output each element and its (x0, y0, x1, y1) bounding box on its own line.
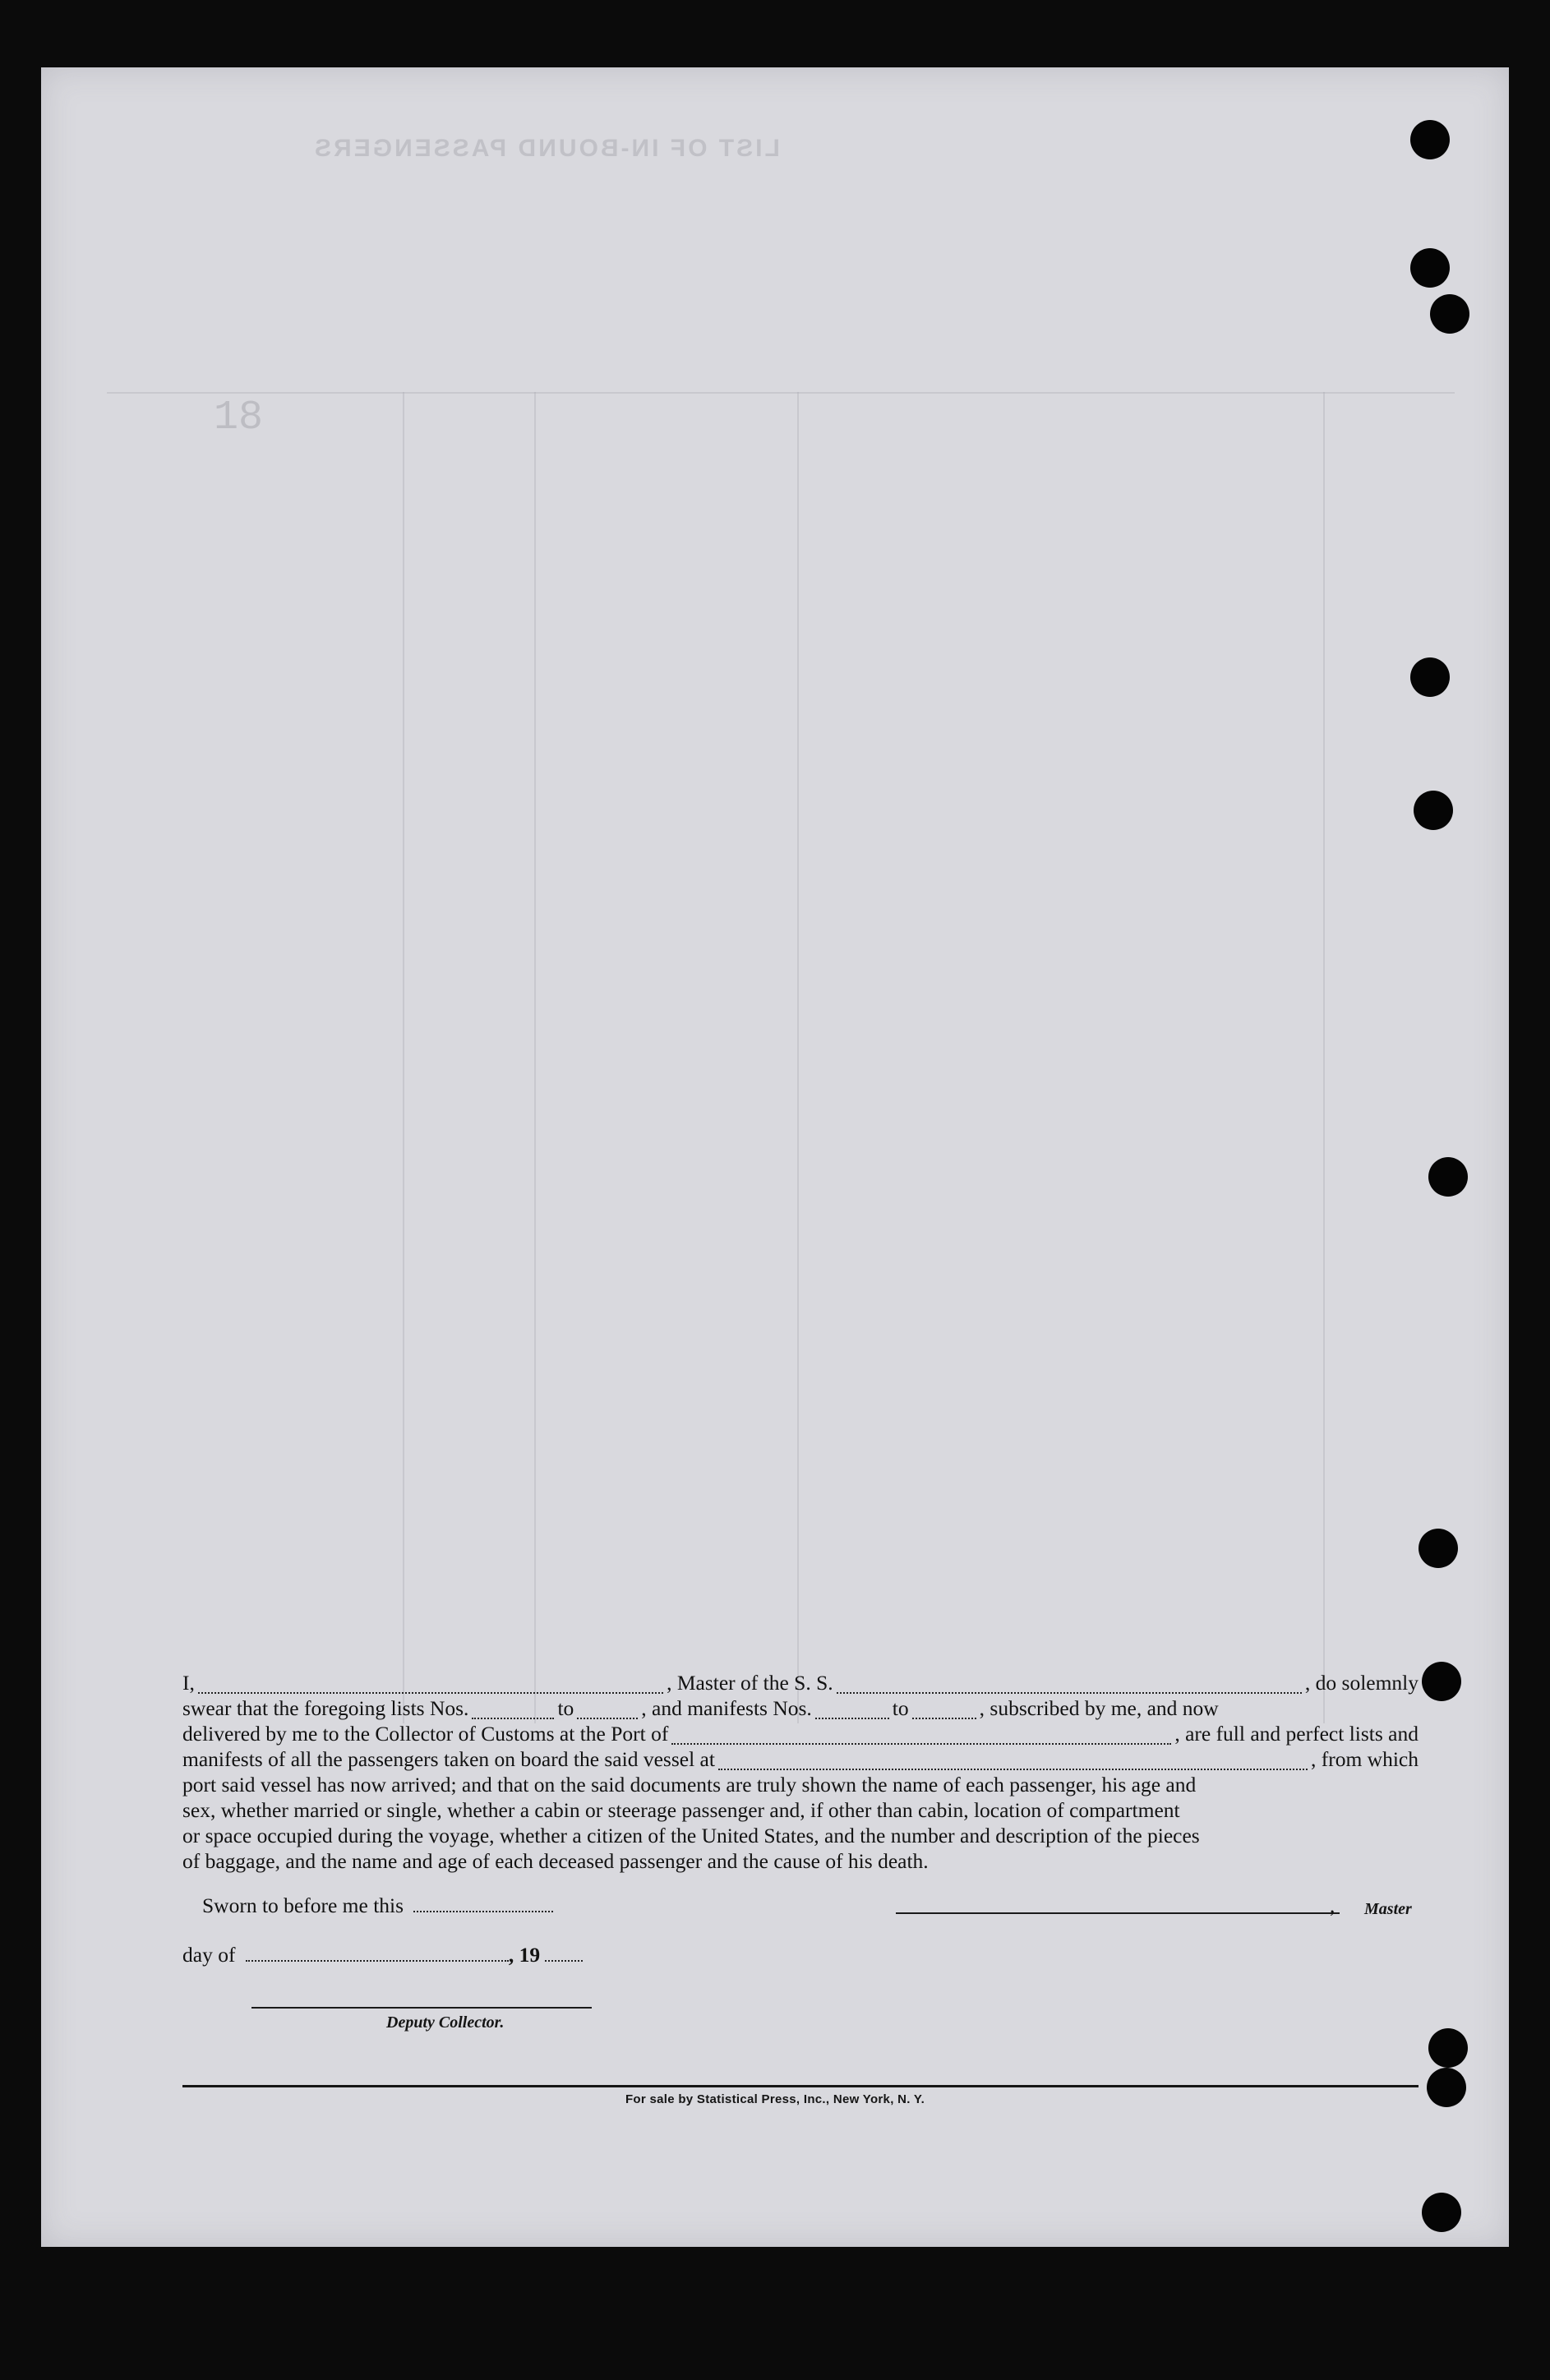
blank-list-from (472, 1701, 554, 1719)
oath-text: , are full and perfect lists and (1174, 1722, 1419, 1746)
oath-text: , from which (1310, 1747, 1419, 1771)
deputy-label: Deputy Collector. (386, 2013, 505, 2032)
master-signature-line (896, 1912, 1340, 1914)
punch-hole (1422, 1662, 1461, 1701)
oath-text: , subscribed by me, and now (979, 1696, 1219, 1720)
blank-manifest-from (815, 1701, 889, 1719)
deputy-signature-line (251, 2007, 592, 2009)
blank-departure-port (718, 1752, 1308, 1770)
footer-rule (182, 2085, 1419, 2087)
oath-text: port said vessel has now arrived; and that on the said documents are truly shown the name of each passenger, his age and (182, 1773, 1197, 1797)
blank-manifest-to (912, 1701, 976, 1719)
bleed-through-header: LIST OF IN-BOUND PASSENGERS (312, 135, 780, 162)
year-prefix: , 19 (508, 1943, 541, 1967)
blank-master-name (198, 1676, 663, 1694)
punch-hole (1427, 2068, 1466, 2107)
oath-text: , do solemnly (1304, 1671, 1419, 1695)
punch-hole (1422, 2193, 1461, 2232)
oath-text: delivered by me to the Collector of Customs at the Port of (182, 1722, 669, 1746)
oath-text: I, (182, 1671, 195, 1695)
punch-hole (1410, 248, 1450, 288)
sworn-line (202, 1893, 553, 1918)
publisher-imprint: For sale by Statistical Press, Inc., New York, N. Y. (625, 2092, 925, 2106)
blank-month (246, 1944, 509, 1962)
oath-text: , Master of the S. S. (667, 1671, 833, 1695)
bleed-through-column (797, 392, 799, 1723)
oath-text: of baggage, and the name and age of each deceased passenger and the cause of his death. (182, 1849, 929, 1873)
oath-text: or space occupied during the voyage, whether a citizen of the United States, and the number and description of the pieces (182, 1824, 1200, 1847)
bleed-through-number: 18 (214, 394, 264, 441)
oath-text: sex, whether married or single, whether a cabin or steerage passenger and, if other than cabin, location of compartment (182, 1798, 1180, 1822)
bleed-through-column (403, 392, 404, 1723)
blank-sworn-day (413, 1894, 553, 1912)
manifest-page (41, 67, 1509, 2247)
punch-hole (1419, 1529, 1458, 1568)
oath-text: to (557, 1696, 574, 1720)
bleed-through-column (1323, 392, 1325, 1723)
blank-year (545, 1944, 583, 1962)
oath-text: to (892, 1696, 909, 1720)
blank-list-to (577, 1701, 638, 1719)
oath-block (182, 1670, 1419, 1874)
punch-hole (1428, 1157, 1468, 1197)
oath-text: , and manifests Nos. (641, 1696, 812, 1720)
punch-hole (1428, 2028, 1468, 2068)
bleed-through-column (534, 392, 536, 1723)
day-label: day of (182, 1943, 236, 1967)
punch-hole (1410, 120, 1450, 159)
blank-port (671, 1727, 1171, 1745)
oath-text: manifests of all the passengers taken on board the said vessel at (182, 1747, 715, 1771)
punch-hole (1414, 791, 1453, 830)
oath-text: swear that the foregoing lists Nos. (182, 1696, 469, 1720)
blank-vessel-name (837, 1676, 1302, 1694)
master-comma: , (1330, 1893, 1335, 1917)
punch-hole (1410, 657, 1450, 697)
day-line (182, 1943, 583, 1967)
sworn-label: Sworn to before me this (202, 1893, 404, 1917)
bleed-through-rule (107, 392, 1455, 394)
master-label: Master (1364, 1900, 1412, 1918)
punch-hole (1430, 294, 1469, 334)
